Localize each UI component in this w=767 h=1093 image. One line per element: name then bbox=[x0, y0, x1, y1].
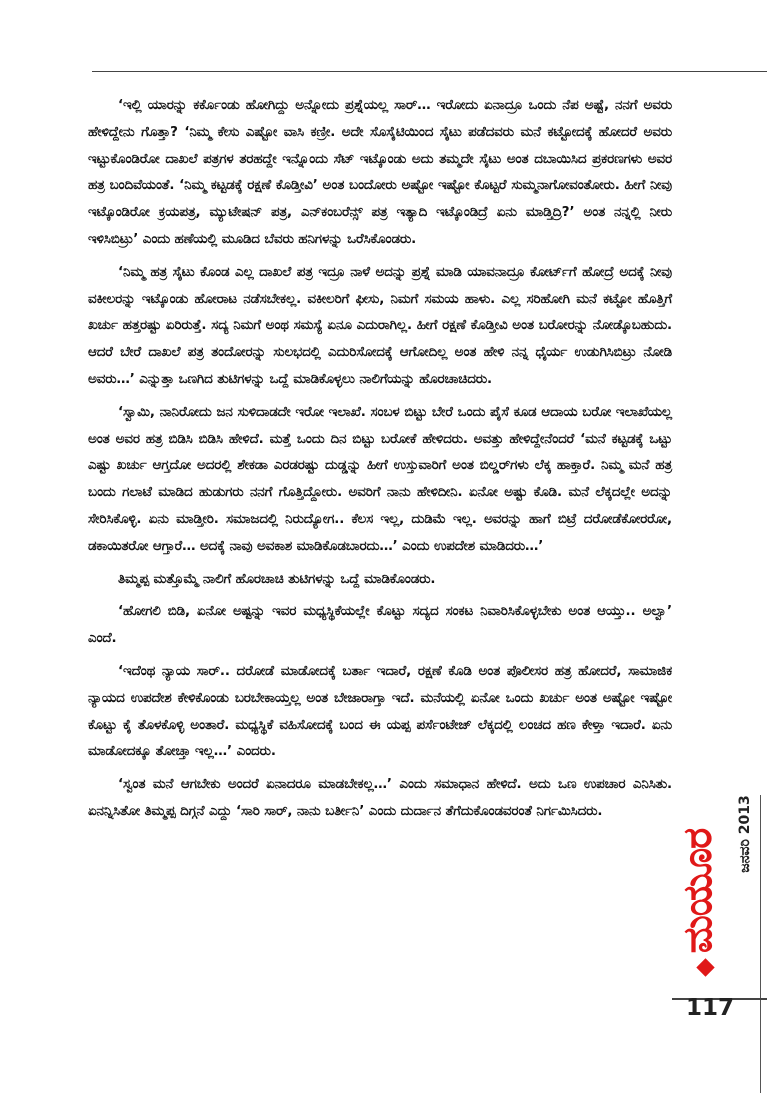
paragraph-3: ‘ಸ್ವಾಮಿ, ನಾನಿರೋದು ಜನ ಸುಳಿದಾಡದೇ ಇರೋ ಇಲಾಖೆ. ಸಂಬಳ ಬಿಟ್ಟು ಬೇರೆ ಒಂದು ಪೈಸೆ ಕೂಡ ಆದಾಯ ಬರೋ ಇಲಾಖೆಯಲ್ಲ ಅಂತ ಅವರ ಹತ್ರ ಬಿಡಿಸಿ ಬಿಡಿಸಿ ಹೇಳಿದೆ. ಮತ್ತೆ ಒಂದು ದಿನ ಬಿಟ್ಟು ಬರೋಕೆ ಹೇಳಿದರು. ಅವತ್ತು ಹೇಳಿದ್ದೇನೆಂದರೆ ‘ಮನೆ ಕಟ್ಟಡಕ್ಕೆ ಒಟ್ಟು ಎಷ್ಟು ಖರ್ಚು ಆಗ್ತದೋ ಅದರಲ್ಲಿ ಶೇಕಡಾ ಎರಡರಷ್ಟು ದುಡ್ಡನ್ನು ಹೀಗೆ ಉಸ್ತುವಾರಿಗೆ ಅಂತ ಬಿಲ್ಡರ್‌ಗಳು ಲೆಕ್ಕ ಹಾಕ್ತಾರೆ. ನಿಮ್ಮ ಮನೆ ಹತ್ರ ಬಂದು ಗಲಾಟೆ ಮಾಡಿದ ಹುಡುಗರು ನನಗೆ ಗೊತ್ತಿದ್ದೋರು. ಅವರಿಗೆ ನಾನು ಹೇಳಿದೀನಿ. ಏನೋ ಅಷ್ಟು ಕೊಡಿ. ಮನೆ ಲೆಕ್ಕದಲ್ಲೇ ಅದನ್ನು ಸೇರಿಸಿಕೊಳ್ಳಿ. ಏನು ಮಾಡ್ತೀರಿ. ಸಮಾಜದಲ್ಲಿ ನಿರುದ್ಯೋಗ.. ಕೆಲಸ ಇಲ್ಲ, ದುಡಿಮೆ ಇಲ್ಲ. ಅವರನ್ನು ಹಾಗೆ ಬಿಟ್ರೆ ದರೋಡೆಕೋರರೋ, ಡಕಾಯಿತರೋ ಆಗ್ತಾರೆ… ಅದಕ್ಕೆ ನಾವು ಅವಕಾಶ ಮಾಡಿಕೊಡಬಾರದು…’ ಎಂದು ಉಪದೇಶ ಮಾಡಿದರು…’ bbox=[88, 404, 672, 554]
paragraph-6: ‘ಇದೆಂಥ ನ್ಯಾಯ ಸಾರ್.. ದರೋಡೆ ಮಾಡೋದಕ್ಕೆ ಬರ್ತಾ ಇದಾರೆ, ರಕ್ಷಣೆ ಕೊಡಿ ಅಂತ ಪೊಲೀಸರ ಹತ್ರ ಹೋದರೆ, ಸಾಮಾಜಿಕ ನ್ಯಾಯದ ಉಪದೇಶ ಕೇಳಿಕೊಂಡು ಬರಬೇಕಾಯ್ತಲ್ಲ ಅಂತ ಬೇಜಾರಾಗ್ತಾ ಇದೆ. ಮನೆಯಲ್ಲಿ ಏನೋ ಒಂದು ಖರ್ಚು ಅಂತ ಅಷ್ಟೋ ಇಷ್ಟೋ ಕೊಟ್ಟು ಕೈ ತೊಳಕೊಳ್ಳಿ ಅಂತಾರೆ. ಮಧ್ಯಸ್ಥಿಕೆ ವಹಿಸೋದಕ್ಕೆ ಬಂದ ಈ ಯಪ್ಪ ಪರ್ಸೆಂಟೇಜ್ ಲೆಕ್ಕದಲ್ಲಿ ಲಂಚದ ಹಣ ಕೇಳ್ತಾ ಇದಾರೆ. ಏನು ಮಾಡೋದಕ್ಕೂ ತೋಚ್ತಾ ಇಲ್ಲ…’ ಎಂದರು. bbox=[88, 663, 672, 760]
article-body bbox=[88, 93, 672, 826]
page-number: 117 bbox=[686, 995, 735, 1021]
diamond-icon bbox=[696, 958, 714, 976]
paragraph-5: ‘ಹೋಗಲಿ ಬಿಡಿ, ಏನೋ ಅಷ್ಟನ್ನು ಇವರ ಮಧ್ಯಸ್ಥಿಕೆಯಲ್ಲೇ ಕೊಟ್ಟು ಸದ್ಯದ ಸಂಕಟ ನಿವಾರಿಸಿಕೊಳ್ಳಬೇಕು ಅಂತ ಆಯ್ತು.. ಅಲ್ವಾ’ ಎಂದೆ. bbox=[88, 604, 672, 647]
magazine-logo bbox=[674, 825, 734, 997]
magazine-name: ಮಯೂರ bbox=[675, 828, 721, 954]
paragraph-7: ‘ಸ್ವಂತ ಮನೆ ಆಗಬೇಕು ಅಂದರೆ ಏನಾದರೂ ಮಾಡಬೇಕಲ್ಲ…’ ಎಂದು ಸಮಾಧಾನ ಹೇಳಿದೆ. ಅದು ಒಣ ಉಪಚಾರ ಎನಿಸಿತು. ಏನನ್ನಿಸಿತೋ ತಿಮ್ಮಪ್ಪ ದಿಗ್ಗನೆ ಎದ್ದು ‘ಸಾರಿ ಸಾರ್, ನಾನು ಬರ್ತೀನಿ’ ಎಂದು ದುರ್ದಾನ ತೆಗೆದುಕೊಂಡವರಂತೆ ನಿರ್ಗಮಿಸಿದರು. bbox=[88, 777, 672, 819]
paragraph-1: ‘ಇಲ್ಲಿ ಯಾರನ್ನು ಕರ್ಕೊಂಡು ಹೋಗಿದ್ದು ಅನ್ನೋದು ಪ್ರಶ್ನೆಯಲ್ಲ ಸಾರ್… ಇರೋದು ಏನಾದ್ರೂ ಒಂದು ನೆಪ ಅಷ್ಟೆ, ನನಗೆ ಅವರು ಹೇಳಿದ್ದೇನು ಗೊತ್ತಾ? ‘ನಿಮ್ಮ ಕೇಸು ಎಷ್ಟೋ ವಾಸಿ ಕಣ್ರೀ. ಅದೇ ಸೊಸೈಟಿಯಿಂದ ಸೈಟು ಪಡೆದವರು ಮನೆ ಕಟ್ಟೋದಕ್ಕೆ ಹೋದರೆ ಅವರು ಇಟ್ಟುಕೊಂಡಿರೋ ದಾಖಲೆ ಪತ್ರಗಳ ತರಹದ್ದೇ ಇನ್ನೊಂದು ಸೆಟ್ ಇಟ್ಕೊಂಡು ಅದು ತಮ್ಮದೇ ಸೈಟು ಅಂತ ದಬಾಯಿಸಿದ ಪ್ರಕರಣಗಳು ಅವರ ಹತ್ರ ಬಂದಿವೆಯಂತೆ. ‘ನಿಮ್ಮ ಕಟ್ಟಡಕ್ಕೆ ರಕ್ಷಣೆ ಕೊಡ್ತೀವಿ’ ಅಂತ ಬಂದೋರು ಅಷ್ಟೋ ಇಷ್ಟೋ ಕೊಟ್ಟರೆ ಸುಮ್ಮನಾಗೋವಂತೋರು. ಹೀಗೆ ನೀವು ಇಟ್ಕೊಂಡಿರೋ ಕ್ರಯಪತ್ರ, ಮ್ಯುಟೇಷನ್ ಪತ್ರ, ಎನ್‌ಕಂಬರೆನ್ಸ್ ಪತ್ರ ಇತ್ಯಾದಿ ಇಟ್ಕೊಂಡಿದ್ರೆ ಏನು ಮಾಡ್ತಿದ್ರಿ?’ ಅಂತ ನನ್ನಲ್ಲಿ ನೀರು ಇಳಿಸಿಬಿಟ್ರು’ ಎಂದು ಹಣೆಯಲ್ಲಿ ಮೂಡಿದ ಬೆವರು ಹನಿಗಳನ್ನು ಒರೆಸಿಕೊಂಡರು. bbox=[88, 98, 672, 247]
paragraph-2: ‘ನಿಮ್ಮ ಹತ್ರ ಸೈಟು ಕೊಂಡ ಎಲ್ಲ ದಾಖಲೆ ಪತ್ರ ಇದ್ರೂ ನಾಳೆ ಅದನ್ನು ಪ್ರಶ್ನೆ ಮಾಡಿ ಯಾವನಾದ್ರೂ ಕೋರ್ಟ್‌ಗೆ ಹೋದ್ರೆ ಅದಕ್ಕೆ ನೀವು ವಕೀಲರನ್ನು ಇಟ್ಕೊಂಡು ಹೋರಾಟ ನಡೆಸಬೇಕಲ್ಲ. ವಕೀಲರಿಗೆ ಫೀಸು, ನಿಮಗೆ ಸಮಯ ಹಾಳು. ಎಲ್ಲ ಸರಿಹೋಗಿ ಮನೆ ಕಟ್ಟೋ ಹೊತ್ತಿಗೆ ಖರ್ಚು ಹತ್ತರಷ್ಟು ಏರಿರುತ್ತೆ. ಸದ್ಯ ನಿಮಗೆ ಅಂಥ ಸಮಸ್ಯೆ ಏನೂ ಎದುರಾಗಿಲ್ಲ. ಹೀಗೆ ರಕ್ಷಣೆ ಕೊಡ್ತೀವಿ ಅಂತ ಬರೋರನ್ನು ನೋಡ್ಕೊಬಹುದು. ಆದರೆ ಬೇರೆ ದಾಖಲೆ ಪತ್ರ ತಂದೋರನ್ನು ಸುಲಭದಲ್ಲಿ ಎದುರಿಸೋದಕ್ಕೆ ಆಗೋದಿಲ್ಲ ಅಂತ ಹೇಳಿ ನನ್ನ ಧೈರ್ಯ ಉಡುಗಿಸಿಬಿಟ್ರು ನೋಡಿ ಅವರು…’ ಎನ್ನುತ್ತಾ ಒಣಗಿದ ತುಟಿಗಳನ್ನು ಒದ್ದೆ ಮಾಡಿಕೊಳ್ಳಲು ನಾಲಿಗೆಯನ್ನು ಹೊರಚಾಚಿದರು. bbox=[88, 264, 672, 387]
top-divider bbox=[92, 71, 767, 72]
page-footer-sidebar bbox=[672, 795, 767, 1093]
paragraph-4: ತಿಮ್ಮಪ್ಪ ಮತ್ತೊಮ್ಮೆ ನಾಲಿಗೆ ಹೊರಚಾಚಿ ತುಟಿಗಳನ್ನು ಒದ್ದೆ ಮಾಡಿಕೊಂಡರು. bbox=[118, 571, 436, 587]
issue-date-label: ಜನವರಿ 2013 bbox=[737, 795, 753, 873]
